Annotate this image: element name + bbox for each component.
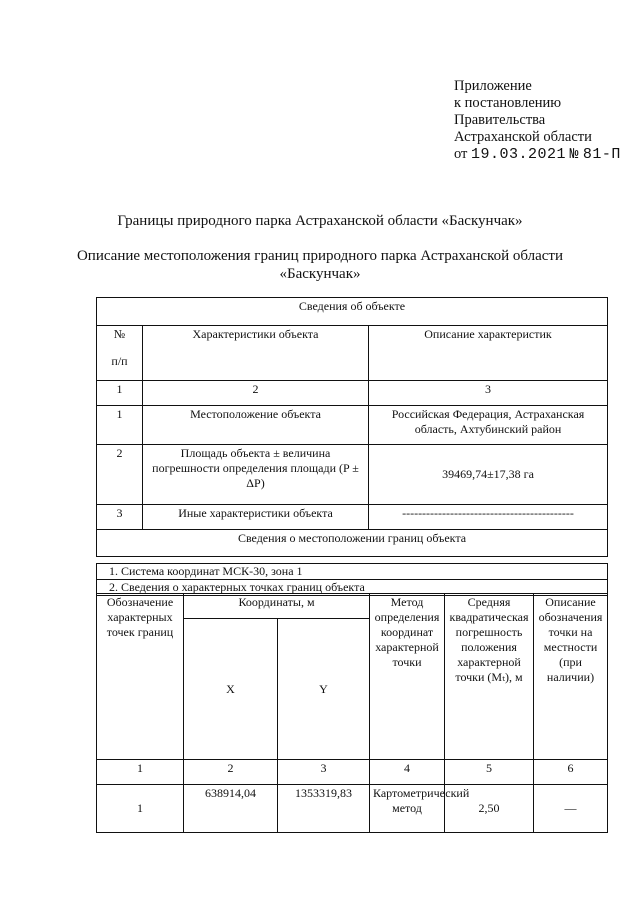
row-desc: Российская Федерация, Астраханская область, Ахтубинский район xyxy=(369,406,608,445)
subtitle-line-1: Описание местоположения границ природного парка Астраханской области xyxy=(76,248,564,264)
index-cell-3: 3 xyxy=(278,760,370,785)
points-info-item: 2. Сведения о характерных точках границ объекта xyxy=(97,580,608,596)
index-cell-6: 6 xyxy=(534,760,608,785)
col-num-header xyxy=(97,326,143,381)
table-row xyxy=(97,445,608,505)
object-info-table xyxy=(96,297,608,557)
index-cell-2: 2 xyxy=(184,760,278,785)
col-error-header: Средняя квадратическая погрешность положения характерной точки (Mₜ), м xyxy=(445,594,534,760)
point-error: 2,50 xyxy=(445,785,534,833)
appendix-line-1: Приложение xyxy=(454,78,532,94)
row-char: Местоположение объекта xyxy=(143,406,369,445)
location-header-row xyxy=(97,530,608,557)
index-cell-1: 1 xyxy=(97,381,143,406)
point-y: 1353319,83 xyxy=(278,785,370,833)
appendix-number-sign: № xyxy=(569,146,580,163)
col-desc-header: Описание характеристик xyxy=(369,326,608,381)
location-header: Сведения о местоположении границ объекта xyxy=(97,530,608,557)
table-row xyxy=(97,505,608,530)
appendix-block xyxy=(454,78,621,163)
row-num: 2 xyxy=(97,445,143,505)
index-cell-4: 4 xyxy=(370,760,445,785)
index-cell-5: 5 xyxy=(445,760,534,785)
index-row xyxy=(97,381,608,406)
points-index-row xyxy=(97,760,608,785)
object-header-row xyxy=(97,298,608,326)
col-num-line1: № xyxy=(113,327,126,341)
object-header: Сведения об объекте xyxy=(97,298,608,326)
coordinate-info-list xyxy=(96,563,608,596)
subtitle-line-2: «Баскунчак» xyxy=(279,266,361,282)
row-num: 3 xyxy=(97,505,143,530)
col-y-header: Y xyxy=(278,619,370,760)
col-method-header: Метод определения координат характерной точки xyxy=(370,594,445,760)
appendix-line-4: Астраханской области xyxy=(454,129,592,145)
col-num-line2: п/п xyxy=(111,354,128,368)
col-char-header: Характеристики объекта xyxy=(143,326,369,381)
appendix-date: 19.03.2021 xyxy=(471,146,567,163)
row-char: Иные характеристики объекта xyxy=(143,505,369,530)
table-row xyxy=(97,406,608,445)
col-x-header: X xyxy=(184,619,278,760)
index-cell-1: 1 xyxy=(97,760,184,785)
point-id: 1 xyxy=(97,785,184,833)
document-title: Границы природного парка Астраханской области «Баскунчак» xyxy=(117,213,523,229)
list-item xyxy=(97,564,608,580)
row-char: Площадь объекта ± величина погрешности определения площади (P ± ΔP) xyxy=(143,445,369,505)
points-table xyxy=(96,593,608,833)
appendix-from-label: от xyxy=(454,146,468,162)
appendix-date-line xyxy=(454,146,621,163)
column-header-row xyxy=(97,326,608,381)
points-header-row xyxy=(97,594,608,619)
point-desc: — xyxy=(534,785,608,833)
point-x: 638914,04 xyxy=(184,785,278,833)
col-desc-header: Описание обозначения точки на местности (при наличии) xyxy=(534,594,608,760)
col-coords-header: Координаты, м xyxy=(184,594,370,619)
appendix-line-3: Правительства xyxy=(454,112,546,128)
table-row xyxy=(97,785,608,833)
row-desc: 39469,74±17,38 га xyxy=(369,445,608,505)
index-cell-3: 3 xyxy=(369,381,608,406)
appendix-number: 81-П xyxy=(582,146,621,163)
row-num: 1 xyxy=(97,406,143,445)
point-method: Картометрический метод xyxy=(370,785,445,833)
appendix-line-2: к постановлению xyxy=(454,95,562,111)
row-desc: ------------------------------------------- xyxy=(369,505,608,530)
col-point-id-header: Обозначение характерных точек границ xyxy=(97,594,184,760)
coordinate-system-item: 1. Система координат МСК-30, зона 1 xyxy=(97,564,608,580)
document-subtitle xyxy=(0,247,640,283)
index-cell-2: 2 xyxy=(143,381,369,406)
